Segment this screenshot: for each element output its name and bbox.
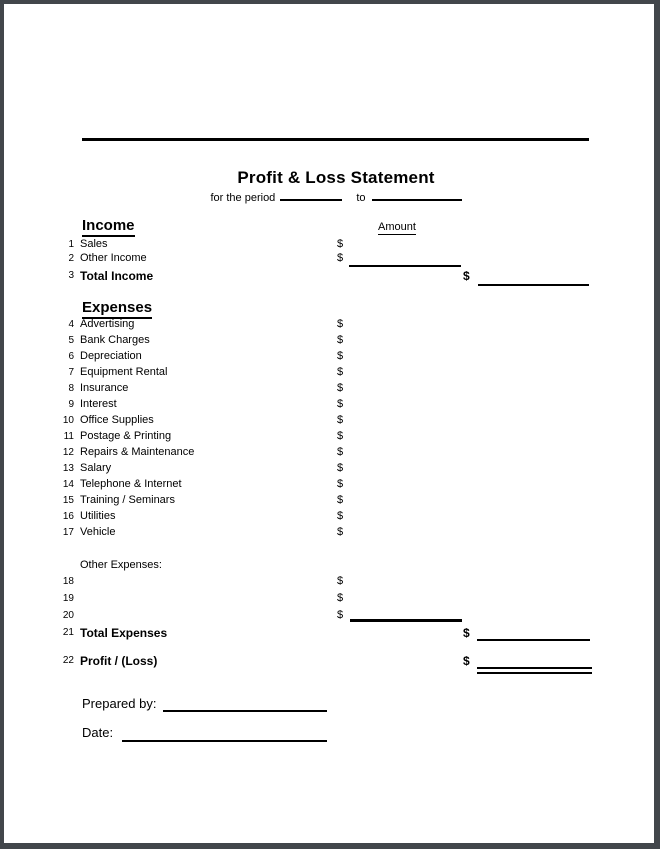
page-title: Profit & Loss Statement — [237, 168, 435, 187]
currency-symbol: $ — [337, 414, 344, 426]
expenses-section-heading — [82, 299, 152, 319]
period-label: for the period — [210, 192, 276, 204]
row-number: 2 — [68, 253, 74, 264]
row-label: Salary — [80, 462, 112, 474]
row-number: 18 — [62, 576, 74, 587]
row-number: 16 — [62, 511, 74, 522]
row-label: Telephone & Internet — [80, 478, 182, 490]
prepared-by-blank-line — [163, 710, 327, 712]
currency-symbol: $ — [337, 592, 344, 604]
row-number: 13 — [62, 463, 74, 474]
expense-row-repairs-maintenance — [0, 446, 660, 460]
currency-symbol: $ — [463, 269, 470, 283]
row-number: 20 — [62, 610, 74, 621]
expense-row-salary — [0, 462, 660, 476]
currency-symbol: $ — [337, 398, 344, 410]
row-label: Training / Seminars — [80, 494, 175, 506]
row-label: Repairs & Maintenance — [80, 446, 195, 458]
currency-symbol: $ — [463, 654, 470, 668]
currency-symbol: $ — [337, 382, 344, 394]
row-number: 7 — [68, 367, 74, 378]
row-label: Total Income — [80, 269, 154, 283]
expense-row-interest — [0, 398, 660, 412]
row-number: 8 — [68, 383, 74, 394]
income-heading-text: Income — [82, 217, 135, 237]
row-label: Other Income — [80, 252, 147, 264]
expense-row-equipment-rental — [0, 366, 660, 380]
expense-row-vehicle — [0, 526, 660, 540]
currency-symbol: $ — [337, 366, 344, 378]
row-number: 14 — [62, 479, 74, 490]
date-label: Date: — [82, 725, 114, 740]
row-label: Depreciation — [80, 350, 142, 362]
period-from-blank-line — [280, 189, 342, 201]
other-expenses-heading-row — [0, 559, 660, 573]
currency-symbol: $ — [337, 252, 344, 264]
currency-symbol: $ — [337, 238, 344, 250]
currency-symbol: $ — [337, 494, 344, 506]
row-label: Insurance — [80, 382, 129, 394]
income-subtotal-blank-line — [349, 265, 461, 267]
expense-row-telephone-internet — [0, 478, 660, 492]
currency-symbol: $ — [337, 430, 344, 442]
expense-row-insurance — [0, 382, 660, 396]
row-number: 11 — [63, 431, 74, 442]
currency-symbol: $ — [463, 626, 470, 640]
row-label: Postage & Printing — [80, 430, 172, 442]
currency-symbol: $ — [337, 446, 344, 458]
currency-symbol: $ — [337, 575, 344, 587]
row-label: Advertising — [80, 318, 135, 330]
other-expense-row-19 — [0, 592, 660, 606]
expense-row-training-seminars — [0, 494, 660, 508]
currency-symbol: $ — [337, 478, 344, 490]
other-expense-row-18 — [0, 575, 660, 589]
row-label: Vehicle — [80, 526, 116, 538]
expense-row-office-supplies — [0, 414, 660, 428]
amount-column-header — [378, 221, 416, 235]
row-label: Profit / (Loss) — [80, 654, 158, 668]
amount-header-text: Amount — [378, 221, 416, 233]
row-label: Equipment Rental — [80, 366, 168, 378]
row-number: 4 — [68, 319, 74, 330]
total-expenses-blank-line — [477, 639, 590, 641]
row-number: 21 — [62, 627, 74, 638]
expenses-subtotal-blank-line — [350, 619, 462, 622]
row-number: 10 — [62, 415, 74, 426]
income-row-sales — [0, 238, 660, 252]
profit-loss-double-underline — [477, 667, 592, 674]
row-label: Office Supplies — [80, 414, 154, 426]
row-number: 22 — [62, 655, 74, 666]
period-to-label: to — [356, 192, 366, 204]
total-expenses-row — [0, 626, 660, 640]
date-blank-line — [122, 740, 327, 742]
currency-symbol: $ — [337, 609, 344, 621]
income-row-other-income — [0, 252, 660, 266]
row-number: 17 — [62, 527, 74, 538]
prepared-by-label: Prepared by: — [82, 696, 157, 711]
row-number: 19 — [62, 593, 74, 604]
expense-row-bank-charges — [0, 334, 660, 348]
expenses-heading-text: Expenses — [82, 299, 152, 319]
row-number: 5 — [68, 335, 74, 346]
header-rule — [82, 138, 589, 141]
currency-symbol: $ — [337, 510, 344, 522]
currency-symbol: $ — [337, 462, 344, 474]
currency-symbol: $ — [337, 318, 344, 330]
row-number: 9 — [68, 399, 74, 410]
row-label: Bank Charges — [80, 334, 150, 346]
row-label: Interest — [80, 398, 117, 410]
row-number: 3 — [68, 270, 74, 281]
period-line — [82, 189, 590, 204]
row-label: Sales — [80, 238, 108, 250]
currency-symbol: $ — [337, 350, 344, 362]
row-label: Total Expenses — [80, 626, 168, 640]
row-number: 6 — [68, 351, 74, 362]
expense-row-depreciation — [0, 350, 660, 364]
expense-row-postage-printing — [0, 430, 660, 444]
expense-row-advertising — [0, 318, 660, 332]
row-label: Utilities — [80, 510, 116, 522]
income-section-heading — [82, 217, 135, 237]
other-expenses-label: Other Expenses: — [80, 559, 162, 571]
total-income-row — [0, 269, 660, 283]
row-number: 1 — [68, 239, 74, 250]
expense-row-utilities — [0, 510, 660, 524]
period-to-blank-line — [372, 189, 462, 201]
row-number: 15 — [62, 495, 74, 506]
currency-symbol: $ — [337, 526, 344, 538]
profit-loss-row — [0, 654, 660, 668]
total-income-blank-line — [478, 284, 589, 286]
row-number: 12 — [62, 447, 74, 458]
currency-symbol: $ — [337, 334, 344, 346]
other-expense-row-20 — [0, 609, 660, 623]
